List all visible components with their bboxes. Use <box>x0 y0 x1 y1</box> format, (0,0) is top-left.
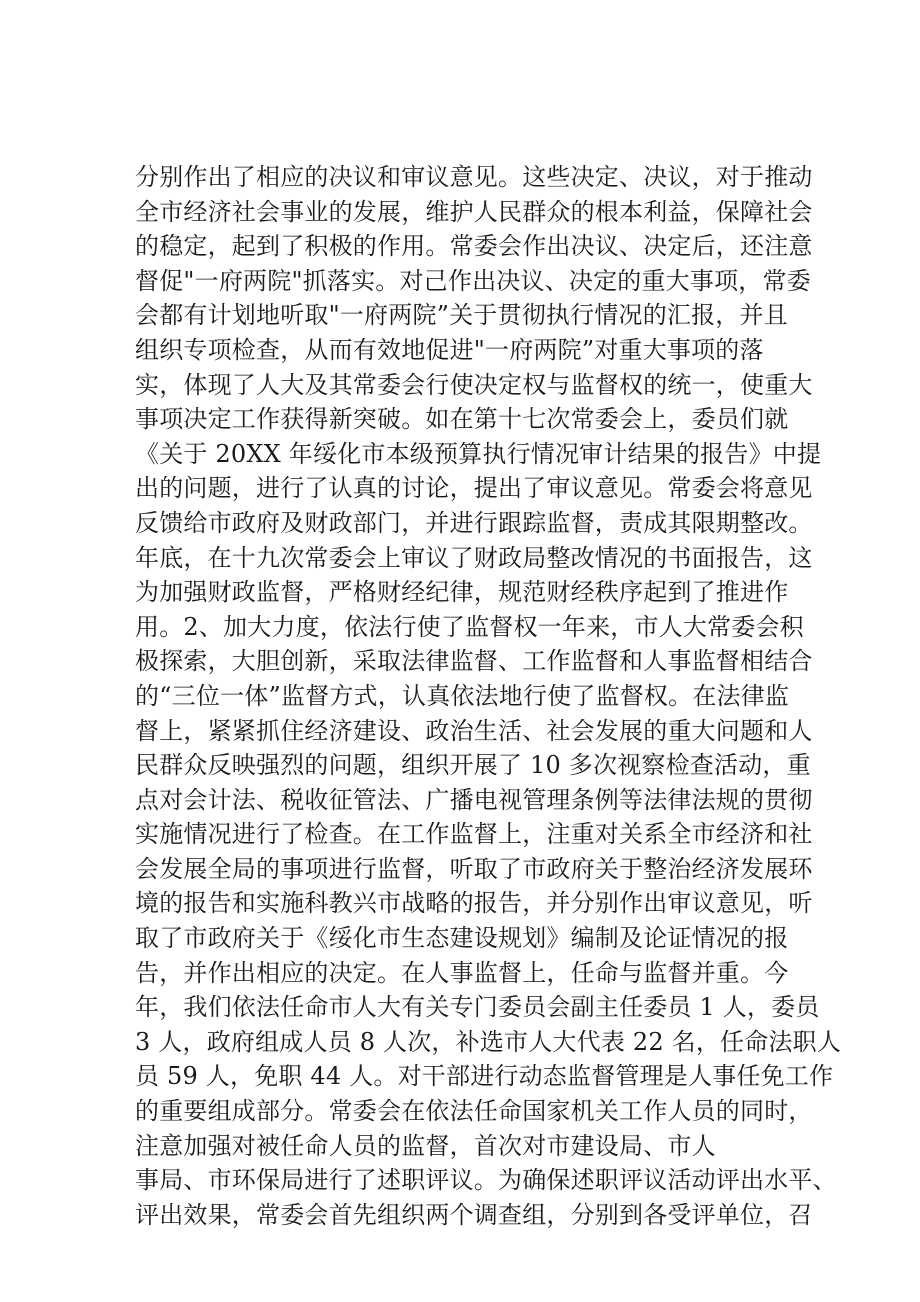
text-line: 事项决定工作获得新突破。如在第十七次常委会上，委员们就 <box>135 405 789 434</box>
text-line: 实施情况进行了检查。在工作监督上，注重对关系全市经济和社 <box>135 820 813 849</box>
text-line: 实，体现了人大及其常委会行使决定权与监督权的统一，使重大 <box>135 370 813 399</box>
text-line: 注意加强对被任命人员的监督，首次对市建设局、市人 <box>135 1131 716 1160</box>
text-line: 全市经济社会事业的发展，维护人民群众的根本利益，保障社会 <box>135 197 813 226</box>
text-line: 年，我们依法任命市人大有关专门委员会副主任委员 1 人，委员 <box>135 993 820 1022</box>
text-line: 督上，紧紧抓住经济建设、政治生活、社会发展的重大问题和人 <box>135 716 813 745</box>
text-line: 点对会计法、税收征管法、广播电视管理条例等法律法规的贯彻 <box>135 785 813 814</box>
text-line: 出的问题，进行了认真的讨论，提出了审议意见。常委会将意见 <box>135 474 813 503</box>
text-line: 反馈给市政府及财政部门，并进行跟踪监督，责成其限期整改。 <box>135 508 813 537</box>
body-text <box>135 160 842 1232</box>
text-line: 会发展全局的事项进行监督，听取了市政府关于整治经济发展环 <box>135 854 813 883</box>
text-line: 的重要组成部分。常委会在依法任命国家机关工作人员的同时， <box>135 1097 813 1126</box>
text-line: 民群众反映强烈的问题，组织开展了 10 多次视察检查活动，重 <box>135 751 811 780</box>
text-line: 的稳定，起到了积极的作用。常委会作出决议、决定后，还注意 <box>135 232 813 261</box>
text-line: 年底，在十九次常委会上审议了财政局整改情况的书面报告，这 <box>135 543 813 572</box>
text-line: 告，并作出相应的决定。在人事监督上，任命与监督并重。今 <box>135 958 789 987</box>
text-line: 境的报告和实施科教兴市战略的报告，并分别作出审议意见，听 <box>135 889 813 918</box>
text-line: 分别作出了相应的决议和审议意见。这些决定、决议，对于推动 <box>135 163 813 191</box>
text-line: 组织专项检查，从而有效地促进"一府两院”对重大事项的落 <box>135 335 764 364</box>
text-line: 评出效果，常委会首先组织两个调查组，分别到各受评单位，召 <box>135 1200 813 1229</box>
text-line: 《关于 20XX 年绥化市本级预算执行情况审计结果的报告》中提 <box>135 439 822 468</box>
text-line: 督促"一府两院"抓落实。对己作出决议、决定的重大事项，常委 <box>135 266 811 295</box>
text-line: 为加强财政监督，严格财经纪律，规范财经秩序起到了推进作 <box>135 578 789 607</box>
text-line: 会都有计划地听取"一府两院”关于贯彻执行情况的汇报，并且 <box>135 301 788 330</box>
text-line: 用。2、加大力度，依法行使了监督权一年来，市人大常委会积 <box>135 612 804 641</box>
text-line: 3 人，政府组成人员 8 人次，补选市人大代表 22 名，任命法职人 <box>135 1027 842 1056</box>
text-line: 事局、市环保局进行了述职评议。为确保述职评议活动评出水平、 <box>135 1166 837 1195</box>
text-line: 取了市政府关于《绥化市生态建设规划》编制及论证情况的报 <box>135 924 789 953</box>
text-line: 极探索，大胆创新，采取法律监督、工作监督和人事监督相结合 <box>135 647 813 676</box>
text-line: 员 59 人，免职 44 人。对干部进行动态监督管理是人事任免工作 <box>135 1062 834 1091</box>
text-line: 的“三位一体”监督方式，认真依法地行使了监督权。在法律监 <box>135 681 790 710</box>
